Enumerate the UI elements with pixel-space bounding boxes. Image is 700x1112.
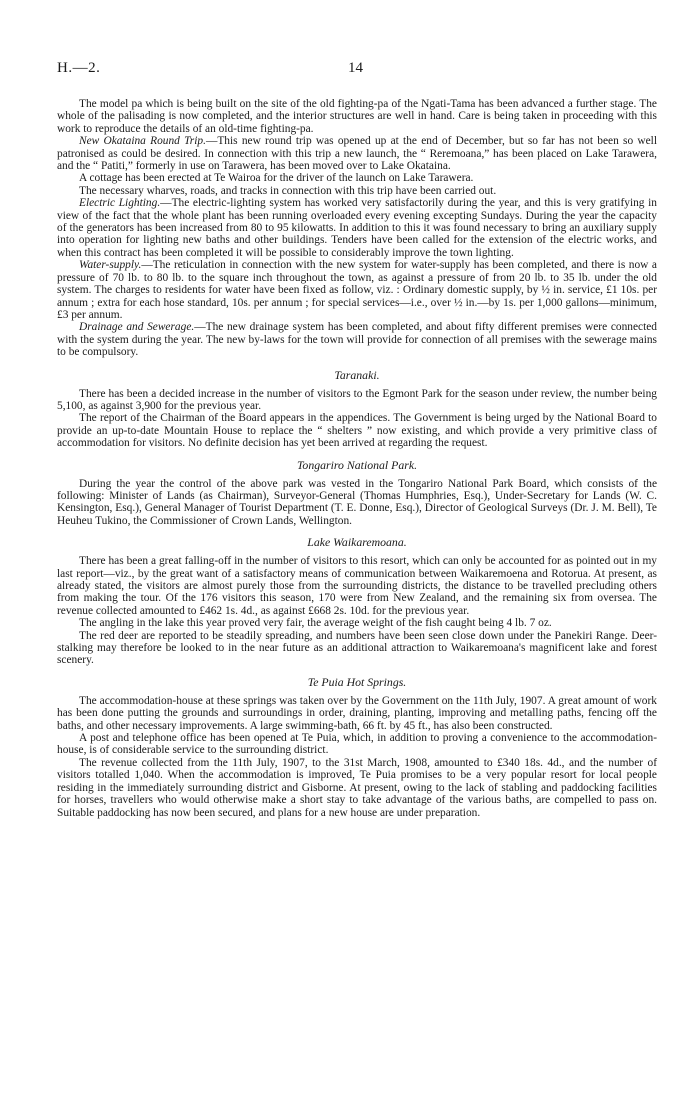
paragraph-text: There has been a decided increase in the number of visitors to the Egmont Park for the season under review, the number being 5,100, as against 3,900 for the previous year. (57, 387, 657, 412)
paragraph (57, 388, 657, 413)
paragraph-text: —The new drainage system has been completed, and about fifty different premises were connected with the system during the year. The new by-laws for the town will provide for connection of all premises with the sewerage mains to be compulsory. (57, 321, 657, 359)
paragraph-lead-heading: Drainage and Sewerage. (79, 321, 195, 334)
paragraph-text: —The reticulation in connection with the new system for water-supply has been completed, and there is now a pressure of 70 lb. to 80 lb. to the square inch throughout the town, as against a pressure of from 20 lb. to 35 lb. under the old system. The charges to residents for water have been fixed as follow, viz. : Ordinary domestic supply, by ½ in. service, £1 10s. per annum ; extra for each hose standard, 10s. per annum ; for special services—i.e., over ½ in.—by 1s. per 1,000 gallons—minimum, £3 per annum. (57, 259, 657, 321)
paragraph-text: —The electric-lighting system has worked very satisfactorily during the year, and this is very gratifying in view of the fact that the whole plant has been running overloaded every evening excepting Sundays. During the year the capacity of the generators has been increased from 80 to 95 kilowatts. In addition to this it was found necessary to bring an auxiliary supply into operation for lighting new baths and other buildings. Tenders have been called for the extension of the electric works, and when this contract has been completed it will be possible to considerably improve the town lighting. (57, 197, 658, 259)
paragraph (57, 197, 657, 259)
paragraph-text: During the year the control of the above park was vested in the Tongariro National Park Board, which consists of the following: Minister of Lands (as Chairman), Surveyor-General (Thomas Humphries, Esq.), Under-Secretary for Lands (W. C. Kensington, Esq.), General Manager of Tourist Department (T. E. Donne, Esq.), Director of Geological Surveys (Dr. J. M. Bell), Te Heuheu Tukino, the Commissioner of Crown Lands, Wellington. (57, 477, 657, 527)
paragraph (57, 172, 657, 184)
paragraph-text: —This new round trip was opened up at the end of December, but so far has not been so well patronised as could be desired. In connection with this trip a new launch, the “ Reremoana,” has been placed on Lake Tarawera, and the “ Patiti,” formerly in use on Tarawera, has been moved over to Lake Okataina. (57, 135, 657, 173)
section-heading: Taranaki. (334, 367, 380, 382)
section-heading: Te Puia Hot Springs. (307, 674, 407, 689)
paragraph (57, 555, 657, 617)
section-heading: Lake Waikaremoana. (307, 535, 407, 550)
paragraph-text: The red deer are reported to be steadily spreading, and numbers have been seen close down under the Panekiri Range. Deer-stalking may therefore be looked to in the near future as an additional attraction to Waikaremoana's magnificent lake and forest scenery. (57, 629, 657, 667)
paragraph-text: A cottage has been erected at Te Wairoa for the driver of the launch on Lake Tarawera. (79, 172, 474, 185)
document-reference: H.—2. (57, 60, 101, 76)
paragraph (57, 412, 657, 449)
paragraph (57, 135, 657, 172)
paragraph (57, 185, 657, 197)
paragraph-text: A post and telephone office has been opened at Te Puia, which, in addition to proving a convenience to the accommodation-house, is of considerable service to the surrounding district. (57, 732, 657, 757)
paragraph-lead-heading: Water-supply. (79, 259, 142, 272)
paragraph (57, 695, 657, 732)
paragraph-text: The necessary wharves, roads, and tracks in connection with this trip have been carried out. (79, 184, 497, 197)
paragraph-text: There has been a great falling-off in the number of visitors to this resort, which can only be accounted for as pointed out in my last report—viz., by the great want of a satisfactory means of communication between Waikaremoena and Rotorua. At present, as already stated, the visitors are almost purely those from the surrounding districts, the distance to be travelled precluding others from making the tour. Of the 176 visitors this season, 170 were from New Zealand, and the remaining six from oversea. The revenue collected amounted to £462 1s. 4d., as against £668 2s. 10d. for the previous year. (57, 555, 657, 617)
paragraph (57, 98, 657, 135)
section-heading: Tongariro National Park. (296, 457, 418, 472)
paragraph (57, 478, 657, 528)
paragraph-text: The revenue collected from the 11th July, 1907, to the 31st March, 1908, amounted to £340 18s. 4d., and the number of visitors totalled 1,040. When the accommodation is improved, Te Puia promises to be a very popular resort for local people residing in the immediately surrounding district and Gisborne. At present, owing to the lack of stabling and paddocking facilities for horses, travellers who would otherwise make a short stay to take advantage of the various baths, are compelled to pass on. Suitable paddocking has now been secured, and plans for a new house are under preparation. (57, 756, 657, 819)
paragraph-lead-heading: Electric Lighting. (79, 197, 161, 210)
paragraph-text: The accommodation-house at these springs was taken over by the Government on the 11th July, 1907. A great amount of work has been done putting the grounds and surroundings in order, draining, planting, improving and metalling paths, fencing off the baths, and other necessary improvements. A large swimming-bath, 66 ft. by 45 ft., has also been constructed. (57, 694, 657, 732)
paragraph-text: The angling in the lake this year proved very fair, the average weight of the fish caught being 4 lb. 7 oz. (79, 617, 552, 630)
paragraph-text: The model pa which is being built on the site of the old fighting-pa of the Ngati-Tama has been advanced a further stage. The whole of the palisading is now completed, and the interior structures are well in hand. Care is being taken in proceeding with this work to reproduce the details of an old-time fighting-pa. (57, 98, 657, 135)
paragraph-lead-heading: New Okataina Round Trip. (79, 135, 206, 148)
document-body (57, 98, 657, 819)
page-header (57, 60, 657, 94)
paragraph (57, 630, 657, 667)
paragraph (57, 321, 657, 358)
page-number: 14 (348, 60, 363, 76)
paragraph (57, 732, 657, 757)
paragraph-text: The report of the Chairman of the Board appears in the appendices. The Government is being urged by the National Board to provide an up-to-date Mountain House to replace the “ shelters ” now existing, and which provide a very primitive class of accommodation for visitors. No definite decision has yet been arrived at regarding the request. (57, 412, 657, 450)
paragraph (57, 757, 657, 819)
paragraph (57, 259, 657, 321)
paragraph (57, 617, 657, 629)
